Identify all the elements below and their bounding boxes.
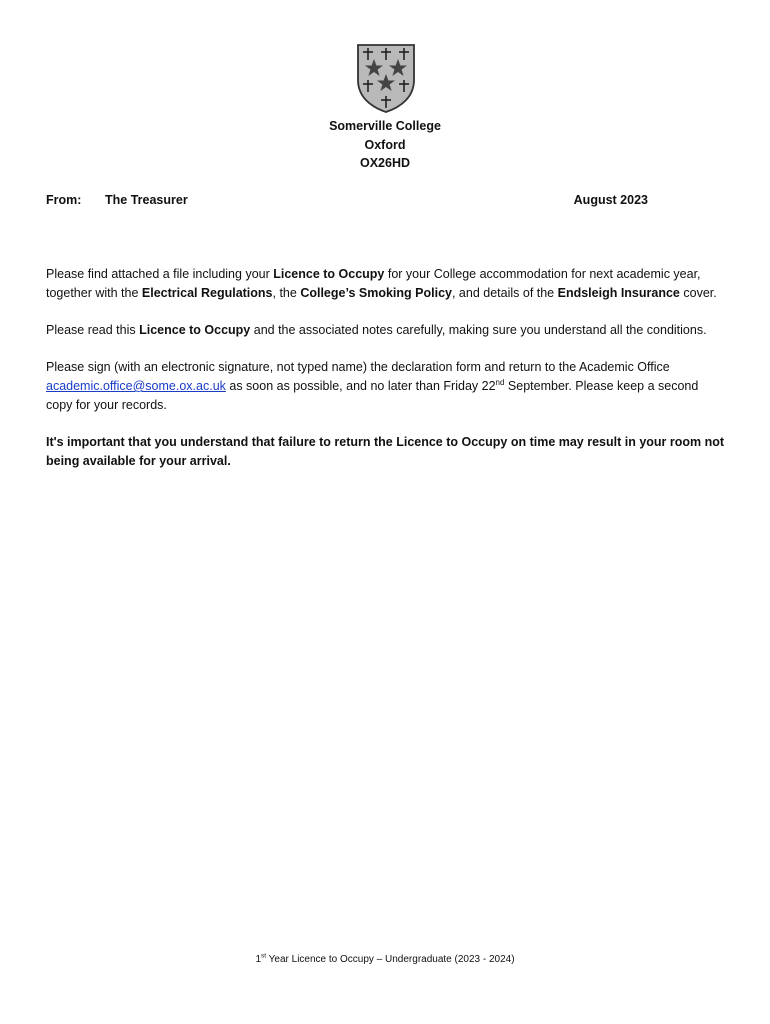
bold-endsleigh-insurance: Endsleigh Insurance (557, 286, 680, 300)
footer-ordinal-suffix: st (261, 952, 267, 960)
page-footer (0, 953, 770, 967)
address-line-postcode: OX26HD (359, 156, 411, 170)
footer-year-number: 1 (255, 954, 261, 965)
text-run: Please sign (with an electronic signature, not typed name) the declaration form and return to the Academic Office (46, 360, 670, 374)
academic-office-email-link[interactable]: academic.office@some.ox.ac.uk (46, 379, 226, 393)
bold-licence-to-occupy: Licence to Occupy (273, 267, 385, 281)
paragraph-attachments (46, 265, 726, 303)
from-label: From: (46, 193, 82, 207)
college-crest-icon (355, 42, 417, 114)
text-run: for your College accommodation for next academic year, together with the (46, 267, 701, 300)
address-line-city: Oxford (364, 137, 406, 152)
paragraph-important-warning (46, 433, 726, 471)
bold-smoking-policy: College’s Smoking Policy (300, 286, 452, 300)
bold-licence-to-occupy: Licence to Occupy (139, 323, 251, 337)
text-run: , and details of the (451, 286, 558, 300)
ordinal-suffix: nd (495, 377, 505, 387)
text-run: as soon as possible, and no later than Friday 22 (225, 379, 496, 393)
letter-body (46, 265, 726, 489)
text-run: and the associated notes carefully, making sure you understand all the conditions. (250, 323, 707, 337)
paragraph-read-carefully (46, 321, 726, 340)
college-address (0, 117, 770, 173)
text-run: September. Please keep a second copy for your records. (46, 379, 699, 412)
text-run: cover. (679, 286, 717, 300)
footer-text: Year Licence to Occupy – Undergraduate (2023 - 2024) (266, 954, 515, 965)
paragraph-sign-return (46, 358, 726, 415)
text-run: Please find attached a file including your (46, 267, 274, 281)
address-line-name: Somerville College (329, 119, 441, 133)
text-run: , the (272, 286, 301, 300)
bold-electrical-regulations: Electrical Regulations (141, 286, 273, 300)
text-run: Please read this (46, 323, 140, 337)
from-value: The Treasurer (105, 193, 188, 207)
letter-date: August 2023 (573, 193, 648, 207)
warning-text: It's important that you understand that failure to return the Licence to Occupy on time may result in your room not being available for your arrival. (46, 435, 725, 468)
